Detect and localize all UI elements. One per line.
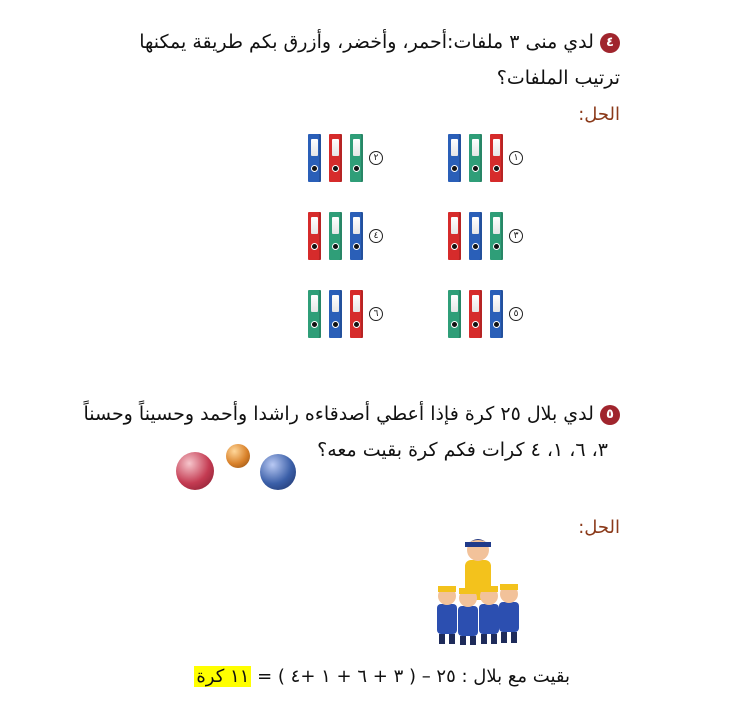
red-binder-icon — [490, 134, 503, 182]
arrangement-number: ١ — [509, 151, 523, 165]
binder-group — [448, 212, 523, 260]
question-4-text: لدي منى ٣ ملفات:أحمر، وأخضر، وأزرق بكم طريقة يمكنها — [139, 31, 594, 53]
binder-group — [448, 134, 523, 182]
answer-line — [194, 666, 570, 687]
blue-binder-icon — [308, 134, 321, 182]
binder-group — [308, 290, 383, 338]
green-binder-icon — [469, 134, 482, 182]
binder-group — [448, 290, 523, 338]
binder-group — [308, 212, 383, 260]
arrangement-number: ٢ — [369, 151, 383, 165]
binder-row — [308, 212, 363, 260]
balls-illustration — [176, 442, 301, 492]
arrangement-number: ٤ — [369, 229, 383, 243]
blue-ball-image — [260, 454, 296, 490]
arrangement-number: ٣ — [509, 229, 523, 243]
blue-binder-icon — [350, 212, 363, 260]
solution-label: الحل: — [578, 104, 620, 125]
solution-label-2: الحل: — [578, 517, 620, 538]
orange-ball-image — [226, 444, 250, 468]
blue-binder-icon — [448, 134, 461, 182]
arrangement-number: ٥ — [509, 307, 523, 321]
green-binder-icon — [308, 290, 321, 338]
green-binder-icon — [490, 212, 503, 260]
question-5-line-1 — [83, 403, 620, 425]
blue-binder-icon — [490, 290, 503, 338]
blue-binder-icon — [469, 212, 482, 260]
green-binder-icon — [329, 212, 342, 260]
binder-row — [308, 134, 363, 182]
question-4-line-2: ترتيب الملفات؟ — [496, 67, 620, 89]
red-binder-icon — [448, 212, 461, 260]
red-binder-icon — [469, 290, 482, 338]
coach-and-team-illustration — [432, 534, 522, 646]
question-number-badge: ٤ — [600, 33, 620, 53]
binder-row — [308, 290, 363, 338]
question-number-badge: ٥ — [600, 405, 620, 425]
binder-row — [448, 290, 503, 338]
question-5-text: لدي بلال ٢٥ كرة فإذا أعطي أصدقاءه راشدا وأحمد وحسيناً وحسناً — [83, 403, 594, 425]
red-ball-image — [176, 452, 214, 490]
question-5-line-2: ٣، ٦، ١، ٤ كرات فكم كرة بقيت معه؟ — [317, 439, 608, 461]
answer-expression: بقيت مع بلال : ٢٥ – ( ٣ + ٦ + ١ +٤ ) = — [257, 666, 570, 687]
red-binder-icon — [350, 290, 363, 338]
binder-row — [448, 134, 503, 182]
binder-row — [448, 212, 503, 260]
green-binder-icon — [448, 290, 461, 338]
binder-group — [308, 134, 383, 182]
blue-binder-icon — [329, 290, 342, 338]
arrangement-number: ٦ — [369, 307, 383, 321]
red-binder-icon — [308, 212, 321, 260]
green-binder-icon — [350, 134, 363, 182]
question-4-line-1 — [139, 31, 620, 53]
answer-result-highlight: ١١ كرة — [196, 666, 250, 687]
red-binder-icon — [329, 134, 342, 182]
